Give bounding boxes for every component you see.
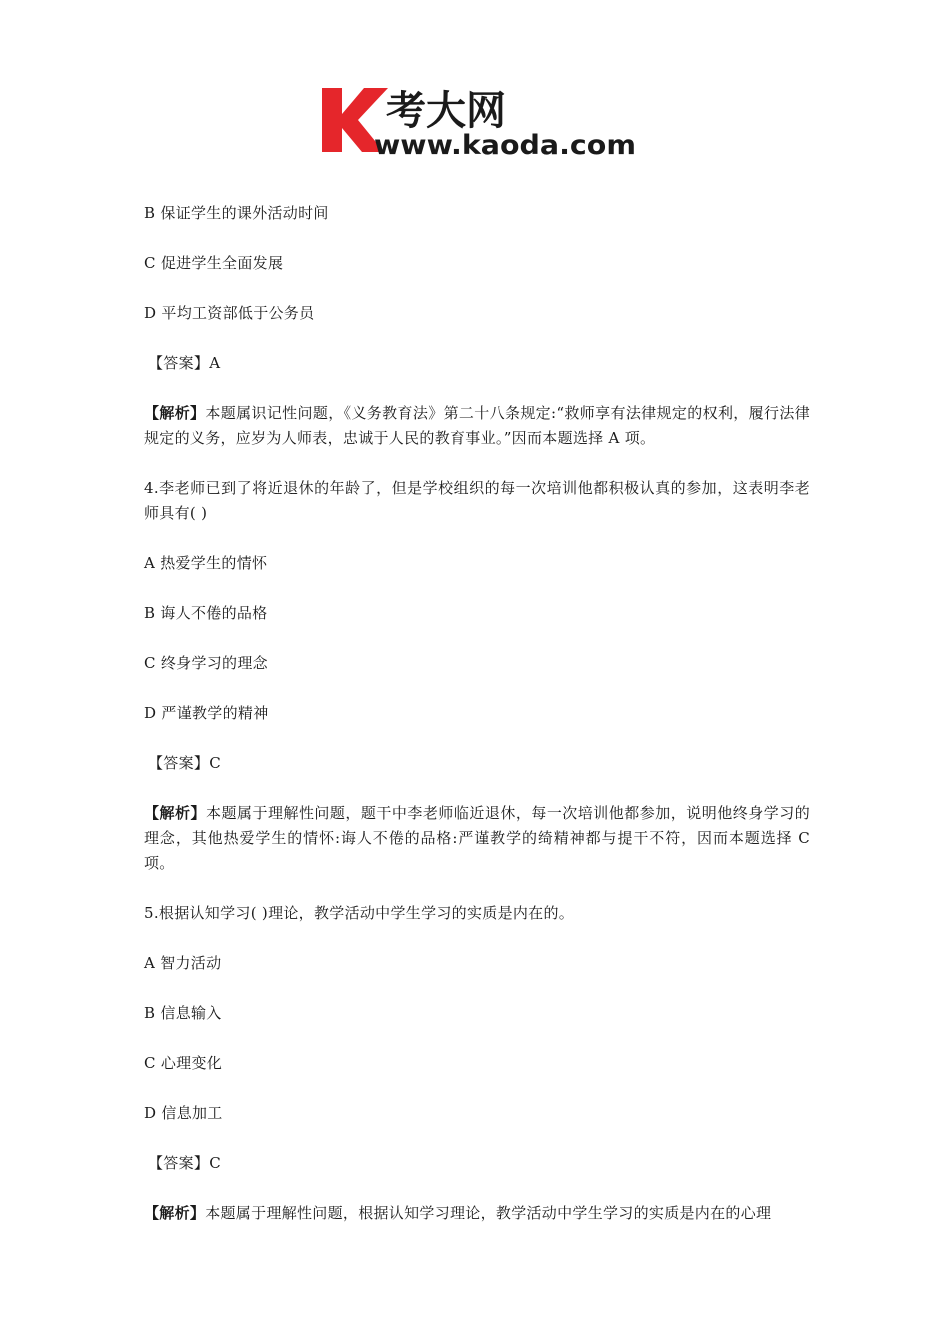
analysis-tag: 【解析】 [144, 404, 206, 422]
analysis-paragraph [144, 801, 810, 876]
analysis-text: 本题属于理解性问题，根据认知学习理论，教学活动中学生学习的实质是内在的心理 [205, 1204, 772, 1222]
option-line: D 平均工资部低于公务员 [144, 304, 315, 322]
option-line: A 智力活动 [144, 954, 222, 972]
answer-line: 【答案】C [148, 754, 221, 772]
analysis-paragraph [144, 1201, 810, 1226]
option-line: B 诲人不倦的品格 [144, 604, 268, 622]
logo-brand-name: 考大网 [386, 88, 506, 134]
option-line: B 保证学生的课外活动时间 [144, 204, 329, 222]
document-body [144, 201, 810, 1251]
option-line: C 终身学习的理念 [144, 654, 268, 672]
question-text: 4.李老师已到了将近退休的年龄了，但是学校组织的每一次培训他都积极认真的参加，这表明李老师具有( ) [144, 479, 810, 522]
option-line: D 信息加工 [144, 1104, 223, 1122]
analysis-text: 本题属识记性问题，《义务教育法》第二十八条规定:“救师享有法律规定的权利，履行法律规定的义务，应岁为人师表，忠诚于人民的教育事业。”因而本题选择 A 项。 [144, 404, 811, 447]
logo-brand-url: www.kaoda.com [374, 130, 636, 160]
option-line: C 促进学生全面发展 [144, 254, 284, 272]
option-line: A 热爱学生的情怀 [144, 554, 268, 572]
question-text: 5.根据认知学习( )理论，教学活动中学生学习的实质是内在的。 [144, 904, 575, 922]
option-line: B 信息输入 [144, 1004, 222, 1022]
analysis-tag: 【解析】 [144, 1204, 206, 1222]
option-line: D 严谨教学的精神 [144, 704, 269, 722]
kaoda-logo [318, 80, 648, 160]
answer-line: 【答案】A [148, 354, 221, 372]
analysis-paragraph [144, 401, 810, 451]
analysis-tag: 【解析】 [144, 804, 206, 822]
kaoda-logo-graphic [318, 80, 648, 160]
analysis-text: 本题属于理解性问题，题干中李老师临近退休，每一次培训他都参加，说明他终身学习的理念，其他热爱学生的情怀:诲人不倦的品格:严谨教学的绮精神都与提干不符，因而本题选择 C 项。 [144, 804, 810, 872]
option-line: C 心理变化 [144, 1054, 223, 1072]
answer-line: 【答案】C [148, 1154, 221, 1172]
